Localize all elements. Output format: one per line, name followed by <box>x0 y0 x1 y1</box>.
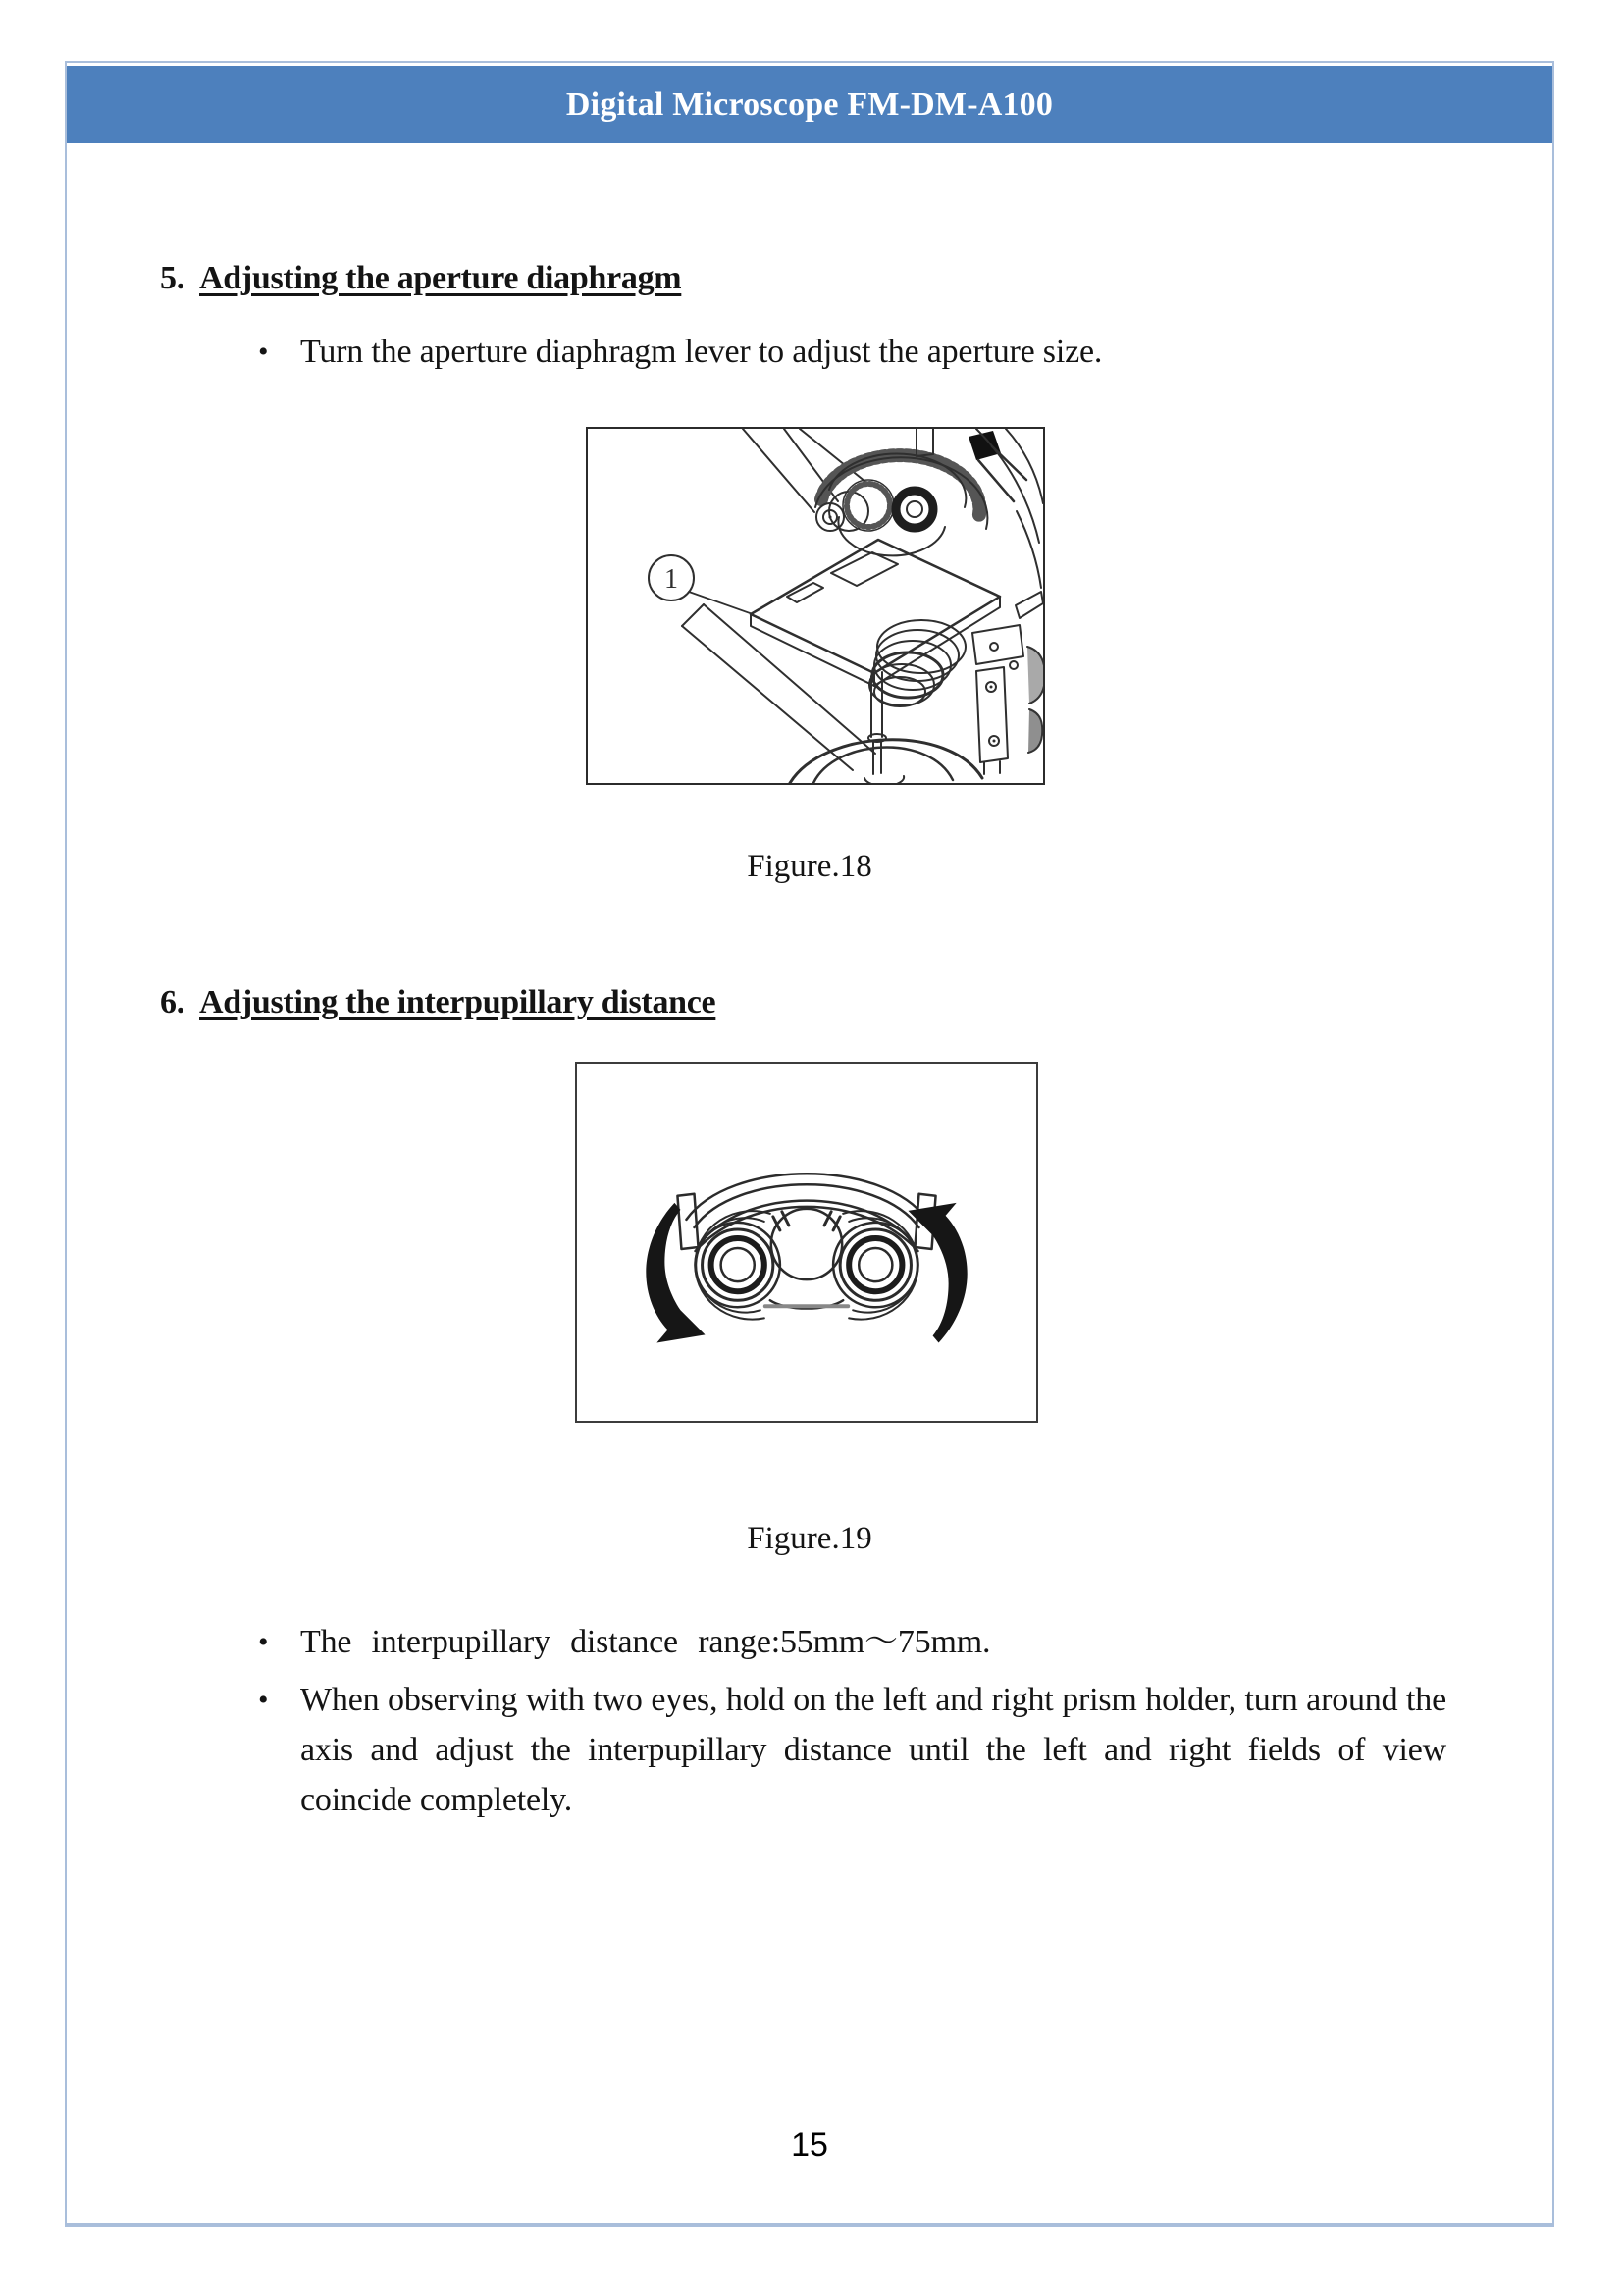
page-header-bar <box>67 66 1552 143</box>
figure-18-drawing <box>588 429 1043 783</box>
condenser-lens-rings <box>869 620 966 706</box>
section-6-number: 6. <box>160 984 184 1020</box>
left-eyepiece <box>695 1211 780 1319</box>
figure-19-drawing <box>577 1064 1036 1421</box>
knurled-focus-ring <box>815 453 987 555</box>
figure-19-caption: Figure.19 <box>747 1521 872 1556</box>
callout-label: 1 <box>664 564 678 595</box>
hinge-bracket <box>972 625 1023 774</box>
bullet-text: When observing with two eyes, hold on the left and right prism holder, turn around the axis and adjust the interpupillary distance until the left and right fields of view coincide completely. <box>300 1682 1446 1818</box>
bullet-dot: • <box>258 1626 269 1658</box>
list-item <box>258 1675 1446 1825</box>
bullet-text: Turn the aperture diaphragm lever to adjust the aperture size. <box>300 334 1103 370</box>
head-bridge <box>677 1174 935 1251</box>
prism-housing-circle <box>771 1209 842 1279</box>
callout-1 <box>649 555 753 614</box>
page-number: 15 <box>791 2126 828 2164</box>
figure-18-frame <box>586 427 1045 785</box>
bullet-dot: • <box>258 1684 269 1716</box>
under-body <box>765 1300 848 1308</box>
bullet-text: The interpupillary distance range:55mm～75mm. <box>300 1624 991 1660</box>
lamp-base-dome <box>790 740 982 783</box>
figure-18-caption: Figure.18 <box>747 849 872 884</box>
side-knobs <box>1027 647 1043 753</box>
document-title: Digital Microscope FM-DM-A100 <box>565 85 1054 123</box>
bullet-dot: • <box>258 336 269 368</box>
section-5-title: Adjusting the aperture diaphragm <box>199 260 682 296</box>
rotation-arrows <box>646 1203 967 1343</box>
section-6-heading <box>160 977 715 1027</box>
list-item <box>258 327 1446 377</box>
section-5-number: 5. <box>160 260 184 296</box>
list-item <box>258 1617 1446 1667</box>
scale-tick-marks <box>773 1212 840 1230</box>
figure-19-frame <box>575 1062 1038 1423</box>
section-6-title: Adjusting the interpupillary distance <box>199 984 716 1020</box>
section-5-heading <box>160 253 681 303</box>
right-eyepiece <box>833 1211 918 1319</box>
